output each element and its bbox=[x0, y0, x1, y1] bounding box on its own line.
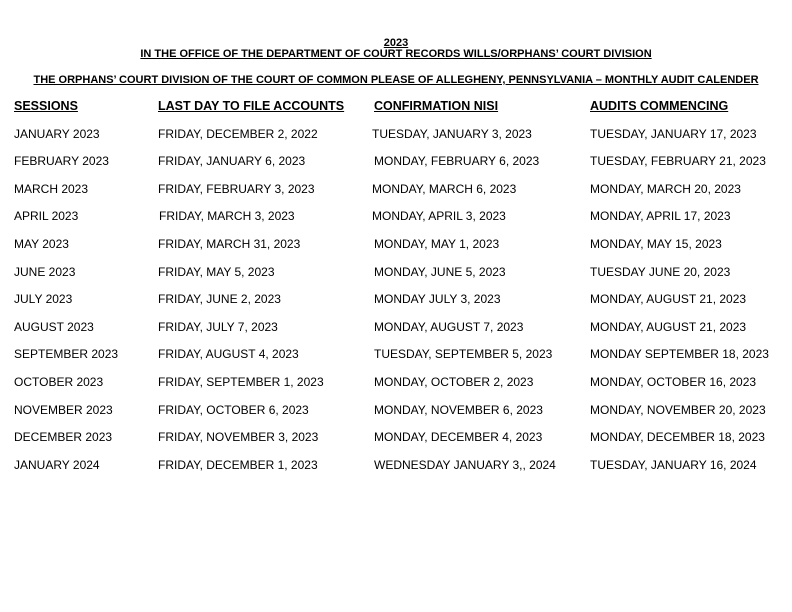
session-cell: AUGUST 2023 bbox=[14, 320, 94, 334]
confirmation-nisi-cell: TUESDAY, SEPTEMBER 5, 2023 bbox=[374, 347, 553, 361]
session-cell: JULY 2023 bbox=[14, 292, 73, 306]
file-deadline-cell: FRIDAY, DECEMBER 2, 2022 bbox=[158, 127, 318, 141]
session-cell: JANUARY 2023 bbox=[14, 127, 100, 141]
file-deadline-cell: FRIDAY, FEBRUARY 3, 2023 bbox=[158, 182, 315, 196]
session-cell: DECEMBER 2023 bbox=[14, 430, 113, 444]
audit-start-cell: TUESDAY, JANUARY 16, 2024 bbox=[590, 458, 757, 472]
session-cell: SEPTEMBER 2023 bbox=[14, 347, 119, 361]
confirmation-nisi-cell: MONDAY, OCTOBER 2, 2023 bbox=[374, 375, 534, 389]
session-cell: NOVEMBER 2023 bbox=[14, 403, 113, 417]
audit-start-cell: MONDAY, AUGUST 21, 2023 bbox=[590, 292, 747, 306]
file-deadline-cell: FRIDAY, MARCH 31, 2023 bbox=[158, 237, 301, 251]
audit-start-cell: MONDAY, APRIL 17, 2023 bbox=[590, 209, 731, 223]
column-header-sessions: SESSIONS bbox=[14, 99, 78, 113]
confirmation-nisi-cell: MONDAY, MAY 1, 2023 bbox=[374, 237, 500, 251]
file-deadline-cell: FRIDAY, DECEMBER 1, 2023 bbox=[158, 458, 318, 472]
session-cell: MARCH 2023 bbox=[14, 182, 89, 196]
audit-start-cell: TUESDAY, JANUARY 17, 2023 bbox=[590, 127, 757, 141]
column-header-last-day-to-file: LAST DAY TO FILE ACCOUNTS bbox=[158, 99, 345, 113]
confirmation-nisi-cell: WEDNESDAY JANUARY 3,, 2024 bbox=[374, 458, 556, 472]
confirmation-nisi-cell: MONDAY, FEBRUARY 6, 2023 bbox=[374, 154, 540, 168]
audit-start-cell: MONDAY, AUGUST 21, 2023 bbox=[590, 320, 747, 334]
file-deadline-cell: FRIDAY, OCTOBER 6, 2023 bbox=[158, 403, 309, 417]
confirmation-nisi-cell: MONDAY JULY 3, 2023 bbox=[374, 292, 501, 306]
audit-start-cell: MONDAY, MARCH 20, 2023 bbox=[590, 182, 741, 196]
audit-start-cell: MONDAY, MAY 15, 2023 bbox=[590, 237, 722, 251]
audit-start-cell: TUESDAY, FEBRUARY 21, 2023 bbox=[590, 154, 766, 168]
session-cell: OCTOBER 2023 bbox=[14, 375, 104, 389]
session-cell: APRIL 2023 bbox=[14, 209, 79, 223]
file-deadline-cell: FRIDAY, AUGUST 4, 2023 bbox=[158, 347, 299, 361]
file-deadline-cell: FRIDAY, JANUARY 6, 2023 bbox=[158, 154, 306, 168]
confirmation-nisi-cell: MONDAY, JUNE 5, 2023 bbox=[374, 265, 506, 279]
column-header-audits-commencing: AUDITS COMMENCING bbox=[590, 99, 729, 113]
file-deadline-cell: FRIDAY, SEPTEMBER 1, 2023 bbox=[158, 375, 324, 389]
session-cell: FEBRUARY 2023 bbox=[14, 154, 109, 168]
file-deadline-cell: FRIDAY, JULY 7, 2023 bbox=[158, 320, 278, 334]
confirmation-nisi-cell: MONDAY, MARCH 6, 2023 bbox=[372, 182, 517, 196]
audit-start-cell: TUESDAY JUNE 20, 2023 bbox=[590, 265, 731, 279]
office-heading: IN THE OFFICE OF THE DEPARTMENT OF COURT RECORDS WILLS/ORPHANS’ COURT DIVISION bbox=[140, 48, 652, 60]
audit-start-cell: MONDAY SEPTEMBER 18, 2023 bbox=[590, 347, 769, 361]
audit-start-cell: MONDAY, DECEMBER 18, 2023 bbox=[590, 430, 765, 444]
session-cell: MAY 2023 bbox=[14, 237, 69, 251]
audit-start-cell: MONDAY, OCTOBER 16, 2023 bbox=[590, 375, 757, 389]
confirmation-nisi-cell: MONDAY, DECEMBER 4, 2023 bbox=[374, 430, 543, 444]
file-deadline-cell: FRIDAY, MAY 5, 2023 bbox=[158, 265, 275, 279]
file-deadline-cell: FRIDAY, NOVEMBER 3, 2023 bbox=[158, 430, 319, 444]
session-cell: JUNE 2023 bbox=[14, 265, 76, 279]
confirmation-nisi-cell: TUESDAY, JANUARY 3, 2023 bbox=[372, 127, 532, 141]
confirmation-nisi-cell: MONDAY, NOVEMBER 6, 2023 bbox=[374, 403, 543, 417]
column-header-confirmation-nisi: CONFIRMATION NISI bbox=[374, 99, 499, 113]
file-deadline-cell: FRIDAY, JUNE 2, 2023 bbox=[158, 292, 281, 306]
audit-start-cell: MONDAY, NOVEMBER 20, 2023 bbox=[590, 403, 766, 417]
court-calendar-heading: THE ORPHANS’ COURT DIVISION OF THE COURT OF COMMON PLEASE OF ALLEGHENY, PENNSYLVANIA – MONTHLY AUDIT CALENDER bbox=[33, 74, 759, 86]
session-cell: JANUARY 2024 bbox=[14, 458, 100, 472]
confirmation-nisi-cell: MONDAY, APRIL 3, 2023 bbox=[372, 209, 506, 223]
file-deadline-cell: FRIDAY, MARCH 3, 2023 bbox=[159, 209, 295, 223]
document-year-heading: 2023 bbox=[383, 37, 409, 49]
confirmation-nisi-cell: MONDAY, AUGUST 7, 2023 bbox=[374, 320, 524, 334]
